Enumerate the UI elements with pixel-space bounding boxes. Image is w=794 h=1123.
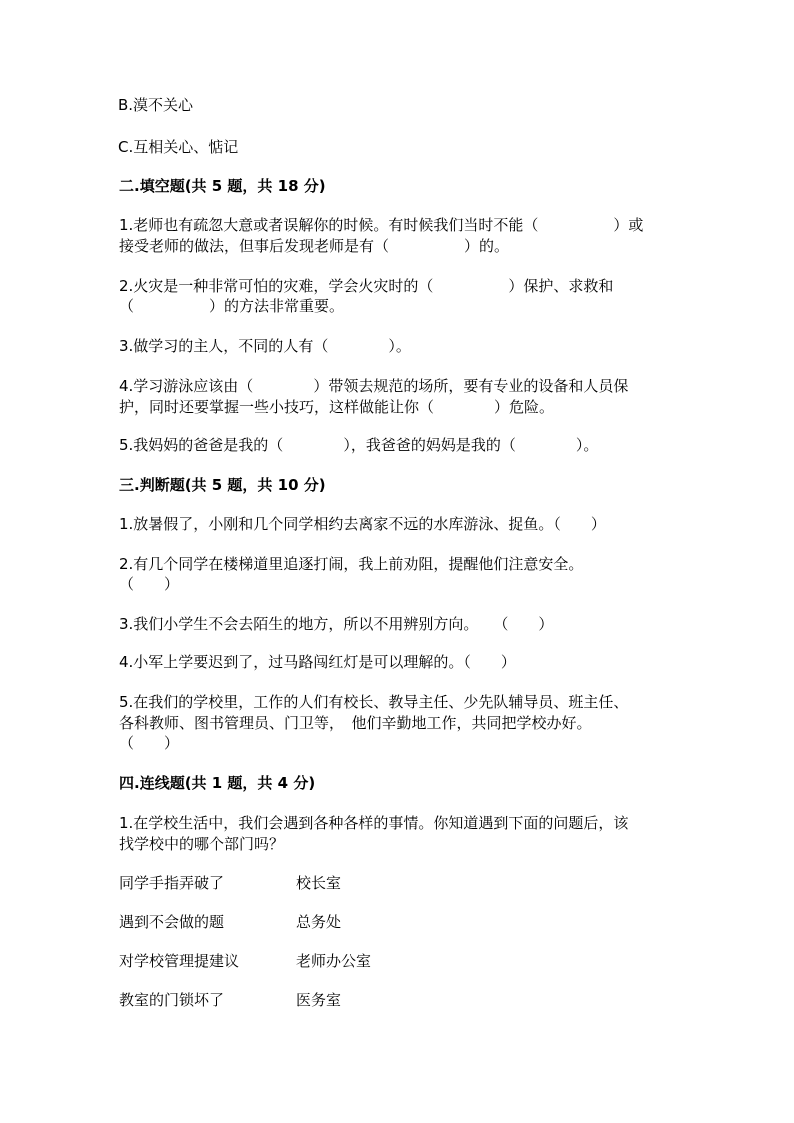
fill-q3: 3.做学习的主人，不同的人有（ ）。 xyxy=(119,337,411,355)
match-left-item: 对学校管理提建议 xyxy=(119,952,240,970)
judge-q1: 1.放暑假了，小刚和几个同学相约去离家不远的水库游泳、捉鱼。（ ） xyxy=(119,515,606,533)
match-right-item: 老师办公室 xyxy=(296,952,372,970)
match-left-item: 遇到不会做的题 xyxy=(119,913,225,931)
option-b: B.漠不关心 xyxy=(118,96,194,114)
fill-q4-line1: 4.学习游泳应该由（ ）带领去规范的场所，要有专业的设备和人员保 xyxy=(119,377,629,395)
fill-q1-line1: 1.老师也有疏忽大意或者误解你的时候。有时候我们当时不能（ ）或 xyxy=(119,216,644,234)
match-left-item: 同学手指弄破了 xyxy=(119,874,225,892)
judge-q5-line2: 各科教师、图书管理员、门卫等， 他们辛勤地工作，共同把学校办好。 xyxy=(119,714,592,732)
match-right-item: 医务室 xyxy=(296,991,342,1009)
judge-q5-line3: （ ） xyxy=(119,734,180,752)
fill-q4-line2: 护，同时还要掌握一些小技巧，这样做能让你（ ）危险。 xyxy=(119,398,555,416)
fill-q2-line1: 2.火灾是一种非常可怕的灾难，学会火灾时的（ ）保护、求救和 xyxy=(119,277,614,295)
fill-q1-line2: 接受老师的做法，但事后发现老师是有（ ）的。 xyxy=(119,237,510,255)
match-left-item: 教室的门锁坏了 xyxy=(119,991,225,1009)
match-right-item: 总务处 xyxy=(296,913,342,931)
fill-q2-line2: （ ）的方法非常重要。 xyxy=(119,297,345,315)
judge-q3: 3.我们小学生不会去陌生的地方，所以不用辨别方向。 （ ） xyxy=(119,615,554,633)
match-q1-line1: 1.在学校生活中，我们会遇到各种各样的事情。你知道遇到下面的问题后，该 xyxy=(119,814,629,832)
match-q1-line2: 找学校中的哪个部门吗？ xyxy=(119,835,285,853)
judge-q2-line1: 2.有几个同学在楼梯道里追逐打闹，我上前劝阻，提醒他们注意安全。 xyxy=(119,555,584,573)
section-heading-match: 四.连线题(共 1 题，共 4 分) xyxy=(119,774,316,792)
match-right-item: 校长室 xyxy=(296,874,342,892)
fill-q5: 5.我妈妈的爸爸是我的（ ），我爸爸的妈妈是我的（ ）。 xyxy=(119,436,599,454)
section-heading-judge: 三.判断题(共 5 题，共 10 分) xyxy=(119,476,326,494)
judge-q5-line1: 5.在我们的学校里，工作的人们有校长、教导主任、少先队辅导员、班主任、 xyxy=(119,693,629,711)
section-heading-fill-blank: 二.填空题(共 5 题，共 18 分) xyxy=(119,177,326,195)
judge-q2-line2: （ ） xyxy=(119,575,180,593)
judge-q4: 4.小军上学要迟到了，过马路闯红灯是可以理解的。（ ） xyxy=(119,653,516,671)
option-c: C.互相关心、惦记 xyxy=(118,138,239,156)
